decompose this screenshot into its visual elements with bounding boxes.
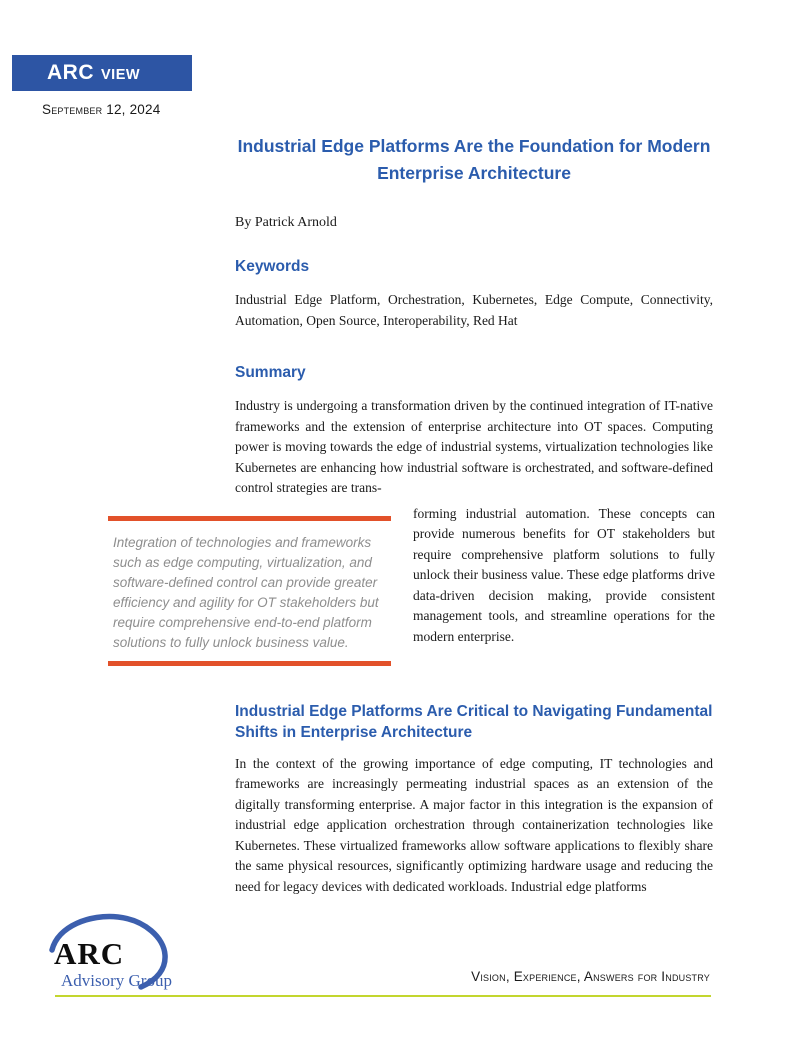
banner-brand: ARC bbox=[47, 61, 94, 84]
summary-heading: Summary bbox=[235, 364, 306, 381]
keywords-heading: Keywords bbox=[235, 258, 310, 275]
summary-quote-row bbox=[108, 504, 713, 666]
keywords-body: Industrial Edge Platform, Orchestration, Kubernetes, Edge Compute, Connectivity, Automation, Open Source, Interoperability, Red Hat bbox=[235, 292, 713, 328]
section-body: In the context of the growing importance of edge computing, IT technologies and frameworks are increasingly permeating industrial spaces as an extension of the digitally transforming enterprise. A major factor in this integration is the expansion of industrial edge application orchestration through containerization technologies like Kubernetes. These virtualized frameworks allow software applications to flexibly share the same physical resources, significantly optimizing hardware usage and reducing the need for legacy devices with dedicated workloads. Industrial edge platforms bbox=[235, 755, 713, 894]
article-title: Industrial Edge Platforms Are the Foundation for Modern Enterprise Architecture bbox=[237, 136, 711, 183]
document-date: September 12, 2024 bbox=[42, 102, 161, 117]
pull-quote-box bbox=[108, 516, 391, 666]
article-column bbox=[113, 133, 715, 897]
byline: By Patrick Arnold bbox=[235, 215, 337, 230]
pull-quote-text: Integration of technologies and frameworks such as edge computing, virtualization, and software-defined control can provide greater efficiency and agility for OT stakeholders but require comprehensive end-to-end platform solutions to fully unlock business value. bbox=[113, 534, 379, 650]
footer-tagline: Vision, Experience, Answers for Industry bbox=[471, 969, 710, 984]
logo-arc-text: ARC bbox=[54, 936, 125, 971]
banner-edition: VIEW bbox=[101, 67, 141, 83]
logo-subtext: Advisory Group bbox=[61, 971, 172, 990]
arc-advisory-group-logo bbox=[44, 912, 186, 994]
footer-rule bbox=[55, 995, 711, 997]
summary-paragraph-part2: forming industrial automation. These concepts can provide numerous benefits for OT stakeholders but require comprehensive platform solutions to fully unlock their business value. These edge platforms drive data-driven decision making, provide consistent management tools, and streamline operations for the modern enterprise. bbox=[413, 505, 715, 644]
section-heading: Industrial Edge Platforms Are Critical to Navigating Fundamental Shifts in Enterprise Architecture bbox=[235, 702, 713, 741]
arc-view-banner bbox=[12, 55, 192, 91]
summary-paragraph-part1: Industry is undergoing a transformation driven by the continued integration of IT-native frameworks and the extension of enterprise architecture into OT spaces. Computing power is moving towards the edge of industrial systems, virtualization technologies like Kubernetes are enhancing how industrial software is orchestrated, and software-defined control strategies are trans- bbox=[235, 398, 713, 495]
